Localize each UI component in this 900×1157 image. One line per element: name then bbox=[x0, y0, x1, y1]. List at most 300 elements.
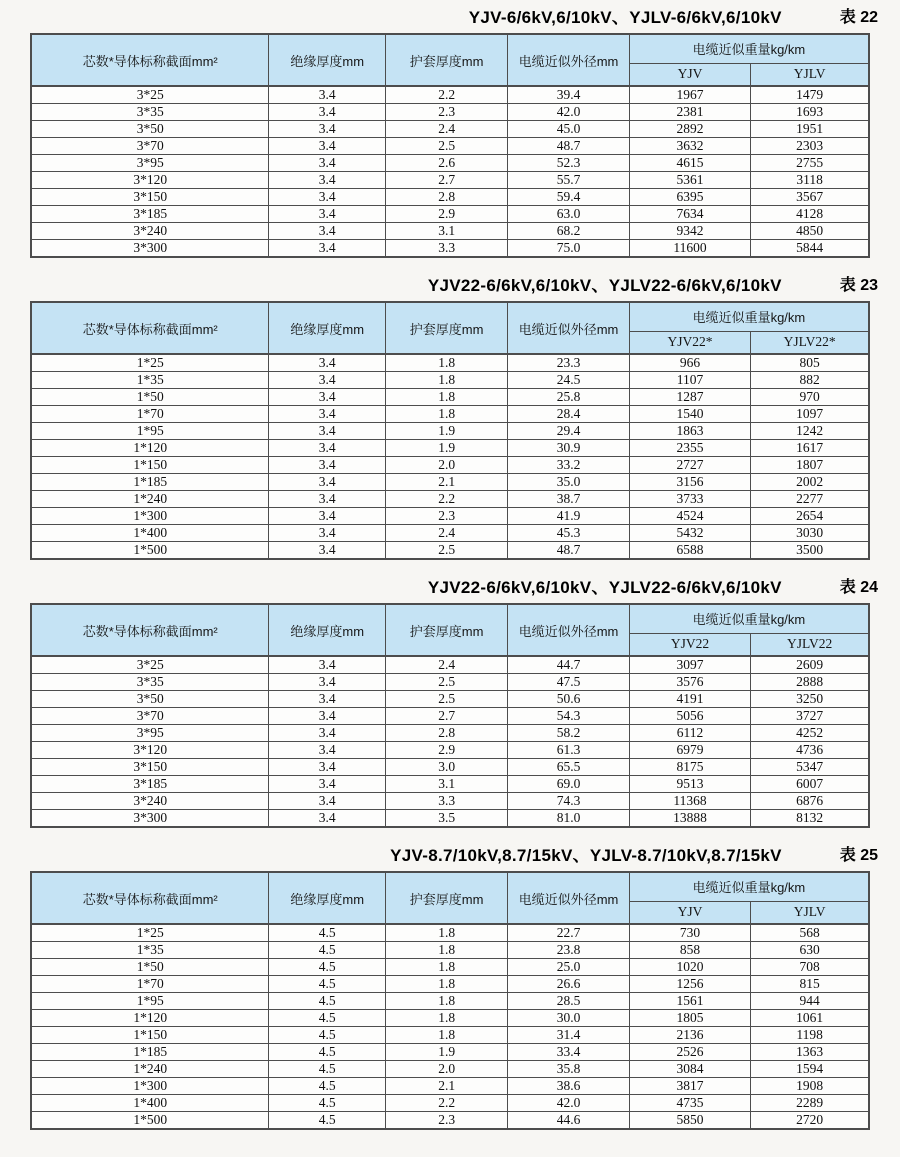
spec-cell: 39.4 bbox=[508, 86, 630, 104]
table-row bbox=[31, 1078, 869, 1095]
spec-cell: 3.4 bbox=[269, 810, 385, 828]
spec-cell: 1.8 bbox=[385, 1027, 507, 1044]
spec-cell: 4.5 bbox=[269, 1010, 385, 1027]
spec-cell: 2002 bbox=[751, 474, 869, 491]
spec-cell: 42.0 bbox=[508, 1095, 630, 1112]
spec-cell: 38.7 bbox=[508, 491, 630, 508]
table-row bbox=[31, 240, 869, 258]
spec-cell: 4.5 bbox=[269, 1095, 385, 1112]
cable-spec-table bbox=[30, 33, 870, 258]
spec-cell: 3*300 bbox=[31, 810, 269, 828]
spec-cell: 3156 bbox=[629, 474, 751, 491]
spec-cell: 966 bbox=[629, 354, 751, 372]
table-title-row bbox=[30, 2, 878, 28]
spec-cell: 4.5 bbox=[269, 976, 385, 993]
table-number-label: 表 25 bbox=[839, 846, 878, 864]
spec-cell: 2.4 bbox=[385, 121, 507, 138]
spec-cell: 3.4 bbox=[269, 725, 385, 742]
spec-cell: 1967 bbox=[629, 86, 751, 104]
spec-cell: 1*50 bbox=[31, 959, 269, 976]
table-body bbox=[31, 656, 869, 827]
spec-cell: 5347 bbox=[751, 759, 869, 776]
table-body bbox=[31, 354, 869, 559]
column-header-weight-type-1: YJV bbox=[629, 901, 751, 924]
spec-cell: 2.1 bbox=[385, 474, 507, 491]
spec-cell: 3.5 bbox=[385, 810, 507, 828]
spec-cell: 3*120 bbox=[31, 172, 269, 189]
table-row bbox=[31, 1112, 869, 1130]
spec-cell: 44.7 bbox=[508, 656, 630, 674]
spec-cell: 2755 bbox=[751, 155, 869, 172]
spec-cell: 4.5 bbox=[269, 942, 385, 959]
spec-cell: 1*240 bbox=[31, 1061, 269, 1078]
spec-cell: 4.5 bbox=[269, 993, 385, 1010]
spec-cell: 3.4 bbox=[269, 189, 385, 206]
spec-cell: 1.8 bbox=[385, 959, 507, 976]
table-row bbox=[31, 423, 869, 440]
table-row bbox=[31, 1061, 869, 1078]
spec-cell: 4524 bbox=[629, 508, 751, 525]
spec-cell: 3*95 bbox=[31, 155, 269, 172]
spec-cell: 55.7 bbox=[508, 172, 630, 189]
spec-cell: 5056 bbox=[629, 708, 751, 725]
spec-cell: 65.5 bbox=[508, 759, 630, 776]
spec-cell: 3.4 bbox=[269, 793, 385, 810]
spec-cell: 1*70 bbox=[31, 976, 269, 993]
spec-cell: 5361 bbox=[629, 172, 751, 189]
spec-cell: 1561 bbox=[629, 993, 751, 1010]
spec-cell: 3632 bbox=[629, 138, 751, 155]
column-header-core-size: 芯数*导体标称截面mm² bbox=[31, 604, 269, 656]
spec-cell: 4252 bbox=[751, 725, 869, 742]
table-row bbox=[31, 742, 869, 759]
spec-cell: 1807 bbox=[751, 457, 869, 474]
spec-cell: 2888 bbox=[751, 674, 869, 691]
table-number-label: 表 23 bbox=[839, 276, 878, 294]
table-row bbox=[31, 406, 869, 423]
spec-cell: 3.4 bbox=[269, 474, 385, 491]
table-row bbox=[31, 223, 869, 240]
spec-cell: 3.4 bbox=[269, 542, 385, 560]
spec-cell: 1951 bbox=[751, 121, 869, 138]
spec-cell: 1*150 bbox=[31, 1027, 269, 1044]
spec-cell: 3.4 bbox=[269, 708, 385, 725]
spec-cell: 2.8 bbox=[385, 189, 507, 206]
table-row bbox=[31, 793, 869, 810]
spec-cell: 7634 bbox=[629, 206, 751, 223]
spec-cell: 1*95 bbox=[31, 993, 269, 1010]
spec-cell: 1*185 bbox=[31, 1044, 269, 1061]
column-header-outer-diameter: 电缆近似外径mm bbox=[508, 34, 630, 86]
spec-cell: 48.7 bbox=[508, 542, 630, 560]
spec-cell: 23.3 bbox=[508, 354, 630, 372]
spec-cell: 6395 bbox=[629, 189, 751, 206]
spec-cell: 630 bbox=[751, 942, 869, 959]
spec-cell: 970 bbox=[751, 389, 869, 406]
spec-cell: 2.4 bbox=[385, 656, 507, 674]
spec-cell: 9342 bbox=[629, 223, 751, 240]
spec-cell: 1*35 bbox=[31, 942, 269, 959]
spec-cell: 1540 bbox=[629, 406, 751, 423]
table-row bbox=[31, 1095, 869, 1112]
spec-cell: 4.5 bbox=[269, 1078, 385, 1095]
spec-cell: 1*120 bbox=[31, 1010, 269, 1027]
table-title: YJV22-6/6kV,6/10kV、YJLV22-6/6kV,6/10kV bbox=[427, 275, 782, 295]
spec-cell: 3.4 bbox=[269, 674, 385, 691]
cable-spec-table bbox=[30, 301, 870, 560]
table-row bbox=[31, 976, 869, 993]
spec-cell: 1.8 bbox=[385, 1010, 507, 1027]
spec-cell: 3*35 bbox=[31, 104, 269, 121]
spec-cell: 33.2 bbox=[508, 457, 630, 474]
column-header-core-size: 芯数*导体标称截面mm² bbox=[31, 872, 269, 924]
spec-cell: 22.7 bbox=[508, 924, 630, 942]
spec-cell: 1363 bbox=[751, 1044, 869, 1061]
spec-cell: 28.5 bbox=[508, 993, 630, 1010]
table-row bbox=[31, 121, 869, 138]
spec-cell: 5850 bbox=[629, 1112, 751, 1130]
spec-cell: 2289 bbox=[751, 1095, 869, 1112]
spec-cell: 1.9 bbox=[385, 1044, 507, 1061]
column-header-sheath-thickness: 护套厚度mm bbox=[385, 302, 507, 354]
spec-cell: 3817 bbox=[629, 1078, 751, 1095]
spec-cell: 38.6 bbox=[508, 1078, 630, 1095]
spec-cell: 730 bbox=[629, 924, 751, 942]
spec-cell: 1.9 bbox=[385, 440, 507, 457]
spec-cell: 25.0 bbox=[508, 959, 630, 976]
spec-cell: 1*300 bbox=[31, 1078, 269, 1095]
spec-cell: 2526 bbox=[629, 1044, 751, 1061]
table-row bbox=[31, 525, 869, 542]
spec-cell: 4.5 bbox=[269, 924, 385, 942]
spec-cell: 1097 bbox=[751, 406, 869, 423]
spec-cell: 4.5 bbox=[269, 1044, 385, 1061]
spec-cell: 81.0 bbox=[508, 810, 630, 828]
spec-cell: 1.8 bbox=[385, 942, 507, 959]
table-row bbox=[31, 776, 869, 793]
spec-cell: 3.4 bbox=[269, 525, 385, 542]
spec-cell: 13888 bbox=[629, 810, 751, 828]
spec-cell: 3.1 bbox=[385, 776, 507, 793]
table-title: YJV22-6/6kV,6/10kV、YJLV22-6/6kV,6/10kV bbox=[427, 577, 782, 597]
spec-cell: 8132 bbox=[751, 810, 869, 828]
spec-cell: 2.0 bbox=[385, 457, 507, 474]
spec-cell: 2277 bbox=[751, 491, 869, 508]
table-number-label: 表 22 bbox=[839, 8, 878, 26]
table-row bbox=[31, 138, 869, 155]
spec-cell: 2720 bbox=[751, 1112, 869, 1130]
spec-cell: 35.8 bbox=[508, 1061, 630, 1078]
spec-cell: 1479 bbox=[751, 86, 869, 104]
column-header-weight-type-2: YJLV bbox=[751, 63, 869, 86]
spec-cell: 1256 bbox=[629, 976, 751, 993]
spec-cell: 68.2 bbox=[508, 223, 630, 240]
spec-cell: 3.4 bbox=[269, 440, 385, 457]
spec-cell: 50.6 bbox=[508, 691, 630, 708]
spec-cell: 52.3 bbox=[508, 155, 630, 172]
column-header-weight-type-2: YJLV22 bbox=[751, 633, 869, 656]
spec-cell: 3.4 bbox=[269, 372, 385, 389]
spec-cell: 1*150 bbox=[31, 457, 269, 474]
spec-cell: 3*70 bbox=[31, 138, 269, 155]
spec-cell: 3030 bbox=[751, 525, 869, 542]
spec-cell: 944 bbox=[751, 993, 869, 1010]
spec-cell: 1805 bbox=[629, 1010, 751, 1027]
table-body bbox=[31, 86, 869, 257]
spec-cell: 3.4 bbox=[269, 86, 385, 104]
spec-cell: 3.4 bbox=[269, 155, 385, 172]
spec-cell: 1*500 bbox=[31, 542, 269, 560]
spec-cell: 3.4 bbox=[269, 691, 385, 708]
spec-cell: 1.8 bbox=[385, 406, 507, 423]
spec-cell: 858 bbox=[629, 942, 751, 959]
spec-cell: 41.9 bbox=[508, 508, 630, 525]
spec-cell: 3*120 bbox=[31, 742, 269, 759]
spec-cell: 3*150 bbox=[31, 189, 269, 206]
spec-cell: 1*185 bbox=[31, 474, 269, 491]
spec-cell: 33.4 bbox=[508, 1044, 630, 1061]
column-header-weight-type-1: YJV bbox=[629, 63, 751, 86]
spec-cell: 5432 bbox=[629, 525, 751, 542]
column-header-weight-group: 电缆近似重量kg/km bbox=[629, 302, 869, 331]
spec-cell: 3567 bbox=[751, 189, 869, 206]
column-header-weight-type-2: YJLV bbox=[751, 901, 869, 924]
table-row bbox=[31, 491, 869, 508]
spec-cell: 11368 bbox=[629, 793, 751, 810]
spec-cell: 1*400 bbox=[31, 525, 269, 542]
spec-cell: 3*95 bbox=[31, 725, 269, 742]
spec-cell: 6007 bbox=[751, 776, 869, 793]
spec-cell: 3.4 bbox=[269, 121, 385, 138]
table-number-label: 表 24 bbox=[839, 578, 878, 596]
spec-cell: 1*70 bbox=[31, 406, 269, 423]
table-row bbox=[31, 474, 869, 491]
column-header-insulation-thickness: 绝缘厚度mm bbox=[269, 604, 385, 656]
table-row bbox=[31, 691, 869, 708]
spec-cell: 3250 bbox=[751, 691, 869, 708]
table-title-row bbox=[30, 270, 878, 296]
spec-cell: 3.0 bbox=[385, 759, 507, 776]
table-body bbox=[31, 924, 869, 1129]
spec-cell: 708 bbox=[751, 959, 869, 976]
spec-cell: 4.5 bbox=[269, 959, 385, 976]
spec-cell: 2.4 bbox=[385, 525, 507, 542]
spec-cell: 1*25 bbox=[31, 924, 269, 942]
spec-cell: 1.9 bbox=[385, 423, 507, 440]
table-section bbox=[30, 572, 878, 828]
spec-cell: 3*25 bbox=[31, 86, 269, 104]
spec-cell: 1.8 bbox=[385, 924, 507, 942]
spec-cell: 3.4 bbox=[269, 656, 385, 674]
column-header-sheath-thickness: 护套厚度mm bbox=[385, 604, 507, 656]
table-row bbox=[31, 1027, 869, 1044]
column-header-sheath-thickness: 护套厚度mm bbox=[385, 872, 507, 924]
spec-cell: 2.7 bbox=[385, 708, 507, 725]
spec-cell: 2.8 bbox=[385, 725, 507, 742]
column-header-core-size: 芯数*导体标称截面mm² bbox=[31, 34, 269, 86]
table-row bbox=[31, 993, 869, 1010]
table-row bbox=[31, 708, 869, 725]
column-header-insulation-thickness: 绝缘厚度mm bbox=[269, 302, 385, 354]
spec-cell: 8175 bbox=[629, 759, 751, 776]
spec-cell: 2.3 bbox=[385, 104, 507, 121]
column-header-outer-diameter: 电缆近似外径mm bbox=[508, 872, 630, 924]
spec-cell: 3.4 bbox=[269, 354, 385, 372]
spec-cell: 2.7 bbox=[385, 172, 507, 189]
spec-cell: 48.7 bbox=[508, 138, 630, 155]
spec-cell: 1287 bbox=[629, 389, 751, 406]
spec-cell: 6876 bbox=[751, 793, 869, 810]
table-row bbox=[31, 354, 869, 372]
spec-cell: 1.8 bbox=[385, 354, 507, 372]
table-row bbox=[31, 86, 869, 104]
spec-cell: 1*240 bbox=[31, 491, 269, 508]
spec-cell: 3*70 bbox=[31, 708, 269, 725]
spec-cell: 11600 bbox=[629, 240, 751, 258]
spec-cell: 35.0 bbox=[508, 474, 630, 491]
spec-cell: 1020 bbox=[629, 959, 751, 976]
table-row bbox=[31, 457, 869, 474]
spec-cell: 3.4 bbox=[269, 172, 385, 189]
spec-cell: 26.6 bbox=[508, 976, 630, 993]
table-row bbox=[31, 542, 869, 560]
cable-spec-table bbox=[30, 871, 870, 1130]
spec-cell: 2.5 bbox=[385, 138, 507, 155]
spec-cell: 9513 bbox=[629, 776, 751, 793]
spec-cell: 61.3 bbox=[508, 742, 630, 759]
table-row bbox=[31, 674, 869, 691]
spec-cell: 3*150 bbox=[31, 759, 269, 776]
spec-cell: 1693 bbox=[751, 104, 869, 121]
spec-cell: 31.4 bbox=[508, 1027, 630, 1044]
spec-cell: 1107 bbox=[629, 372, 751, 389]
spec-cell: 6588 bbox=[629, 542, 751, 560]
spec-cell: 1.8 bbox=[385, 372, 507, 389]
spec-cell: 5844 bbox=[751, 240, 869, 258]
spec-cell: 1617 bbox=[751, 440, 869, 457]
spec-cell: 2.2 bbox=[385, 1095, 507, 1112]
spec-cell: 3.4 bbox=[269, 138, 385, 155]
spec-cell: 1.8 bbox=[385, 993, 507, 1010]
spec-cell: 2.9 bbox=[385, 206, 507, 223]
spec-cell: 75.0 bbox=[508, 240, 630, 258]
spec-cell: 3.4 bbox=[269, 508, 385, 525]
spec-cell: 1594 bbox=[751, 1061, 869, 1078]
spec-cell: 63.0 bbox=[508, 206, 630, 223]
spec-cell: 1*50 bbox=[31, 389, 269, 406]
table-row bbox=[31, 155, 869, 172]
column-header-weight-type-1: YJV22* bbox=[629, 331, 751, 354]
spec-cell: 3.1 bbox=[385, 223, 507, 240]
table-row bbox=[31, 389, 869, 406]
cable-spec-table bbox=[30, 603, 870, 828]
spec-cell: 1198 bbox=[751, 1027, 869, 1044]
table-section bbox=[30, 2, 878, 258]
table-row bbox=[31, 924, 869, 942]
table-row bbox=[31, 508, 869, 525]
spec-cell: 2.6 bbox=[385, 155, 507, 172]
spec-cell: 3.4 bbox=[269, 423, 385, 440]
spec-cell: 6112 bbox=[629, 725, 751, 742]
column-header-sheath-thickness: 护套厚度mm bbox=[385, 34, 507, 86]
spec-cell: 2355 bbox=[629, 440, 751, 457]
spec-cell: 2.3 bbox=[385, 1112, 507, 1130]
spec-cell: 58.2 bbox=[508, 725, 630, 742]
spec-cell: 3.4 bbox=[269, 389, 385, 406]
spec-cell: 1061 bbox=[751, 1010, 869, 1027]
spec-cell: 2727 bbox=[629, 457, 751, 474]
spec-cell: 2.3 bbox=[385, 508, 507, 525]
spec-cell: 4615 bbox=[629, 155, 751, 172]
spec-cell: 1.8 bbox=[385, 976, 507, 993]
spec-cell: 3.4 bbox=[269, 223, 385, 240]
spec-cell: 47.5 bbox=[508, 674, 630, 691]
spec-cell: 59.4 bbox=[508, 189, 630, 206]
table-row bbox=[31, 1010, 869, 1027]
spec-cell: 2.1 bbox=[385, 1078, 507, 1095]
spec-cell: 2381 bbox=[629, 104, 751, 121]
spec-cell: 3.4 bbox=[269, 104, 385, 121]
spec-cell: 2.5 bbox=[385, 674, 507, 691]
spec-cell: 69.0 bbox=[508, 776, 630, 793]
spec-cell: 2.5 bbox=[385, 542, 507, 560]
spec-cell: 54.3 bbox=[508, 708, 630, 725]
spec-cell: 3*50 bbox=[31, 691, 269, 708]
spec-cell: 4850 bbox=[751, 223, 869, 240]
spec-cell: 3118 bbox=[751, 172, 869, 189]
spec-cell: 1*500 bbox=[31, 1112, 269, 1130]
table-row bbox=[31, 725, 869, 742]
spec-cell: 3576 bbox=[629, 674, 751, 691]
spec-cell: 1242 bbox=[751, 423, 869, 440]
spec-cell: 2303 bbox=[751, 138, 869, 155]
table-row bbox=[31, 206, 869, 223]
table-row bbox=[31, 104, 869, 121]
spec-cell: 3.4 bbox=[269, 206, 385, 223]
spec-cell: 2.2 bbox=[385, 491, 507, 508]
table-title-row bbox=[30, 572, 878, 598]
spec-cell: 3*300 bbox=[31, 240, 269, 258]
column-header-outer-diameter: 电缆近似外径mm bbox=[508, 604, 630, 656]
spec-cell: 3733 bbox=[629, 491, 751, 508]
spec-cell: 3.4 bbox=[269, 240, 385, 258]
spec-cell: 1*400 bbox=[31, 1095, 269, 1112]
spec-cell: 74.3 bbox=[508, 793, 630, 810]
table-row bbox=[31, 810, 869, 828]
spec-cell: 815 bbox=[751, 976, 869, 993]
spec-cell: 25.8 bbox=[508, 389, 630, 406]
spec-cell: 44.6 bbox=[508, 1112, 630, 1130]
spec-cell: 4.5 bbox=[269, 1061, 385, 1078]
spec-cell: 3*240 bbox=[31, 223, 269, 240]
spec-cell: 30.9 bbox=[508, 440, 630, 457]
spec-cell: 3*185 bbox=[31, 206, 269, 223]
spec-cell: 2654 bbox=[751, 508, 869, 525]
spec-cell: 2.0 bbox=[385, 1061, 507, 1078]
spec-cell: 2.2 bbox=[385, 86, 507, 104]
spec-cell: 3.4 bbox=[269, 776, 385, 793]
spec-cell: 3.3 bbox=[385, 240, 507, 258]
spec-cell: 2892 bbox=[629, 121, 751, 138]
column-header-insulation-thickness: 绝缘厚度mm bbox=[269, 872, 385, 924]
column-header-outer-diameter: 电缆近似外径mm bbox=[508, 302, 630, 354]
table-row bbox=[31, 440, 869, 457]
column-header-weight-group: 电缆近似重量kg/km bbox=[629, 604, 869, 633]
spec-cell: 3*185 bbox=[31, 776, 269, 793]
spec-cell: 3084 bbox=[629, 1061, 751, 1078]
spec-cell: 2136 bbox=[629, 1027, 751, 1044]
spec-cell: 3.4 bbox=[269, 491, 385, 508]
